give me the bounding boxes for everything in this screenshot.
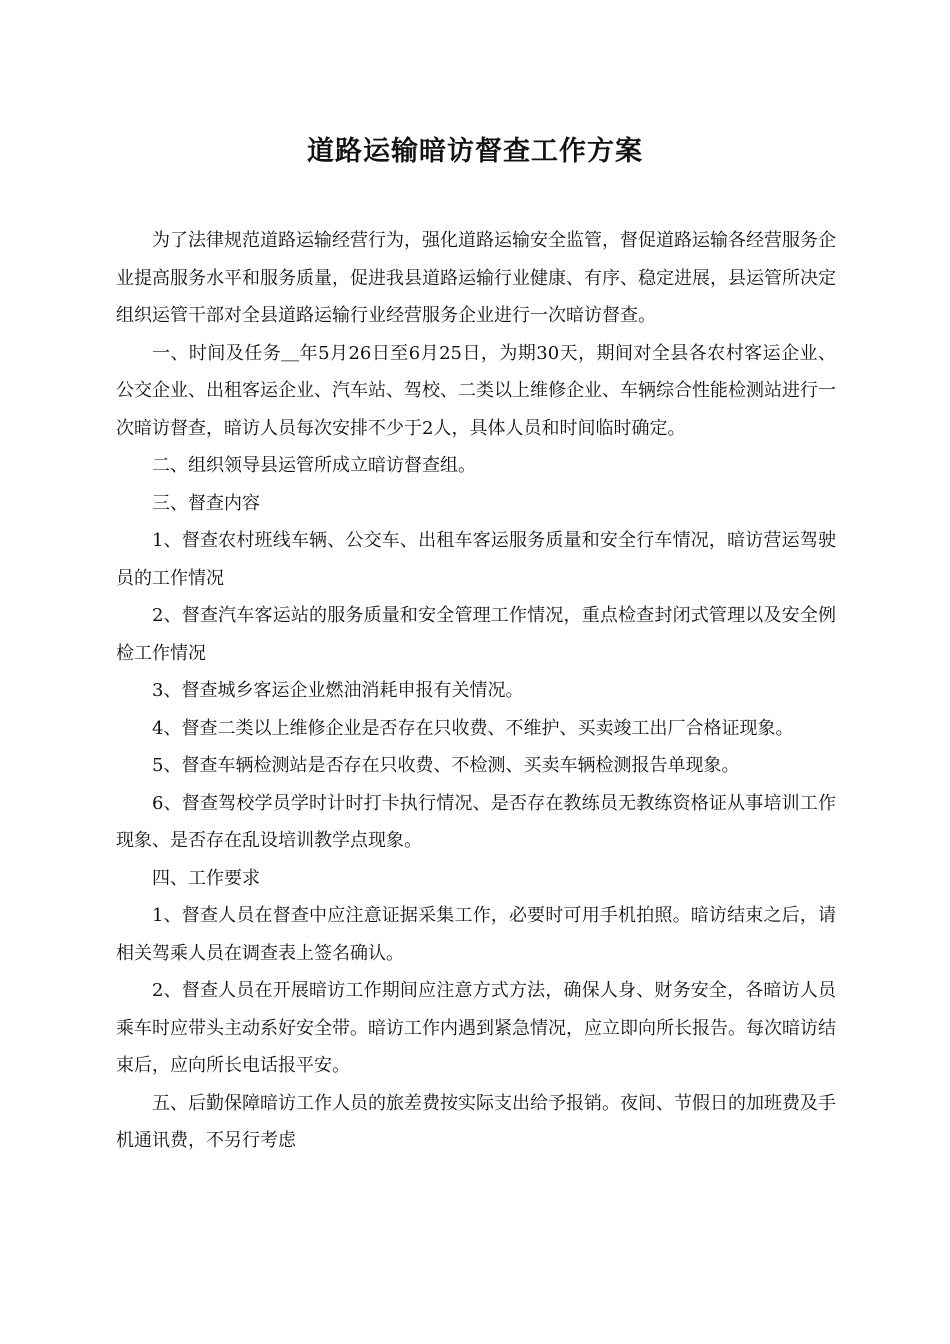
paragraph-organization: 二、组织领导县运管所成立暗访督查组。: [152, 455, 476, 476]
paragraph-logistics: 五、后勤保障暗访工作人员的旅差费按实际支出给予报销。夜间、节假日的加班费及手机通讯费，不另行考虑: [116, 1092, 836, 1151]
document-body: [116, 222, 836, 1160]
document-title: 道路运输暗访督查工作方案: [307, 136, 643, 167]
paragraph-time-and-task: 一、时间及任务＿年5月26日至6月25日，为期30天，期间对全县各农村客运企业、公交企业、出租客运企业、汽车站、驾校、二类以上维修企业、车辆综合性能检测站进行一次暗访督查，暗访人员每次安排不少于2人，具体人员和时间临时确定。: [116, 342, 836, 439]
paragraph-item-4: 4、督查二类以上维修企业是否存在只收费、不维护、买卖竣工出厂合格证现象。: [152, 717, 794, 739]
paragraph-requirement-1: 1、督查人员在督查中应注意证据采集工作，必要时可用手机拍照。暗访结束之后，请相关驾乘人员在调查表上签名确认。: [116, 905, 836, 964]
paragraph-item-5: 5、督查车辆检测站是否存在只收费、不检测、买卖车辆检测报告单现象。: [152, 755, 740, 776]
paragraph-item-2: 2、督查汽车客运站的服务质量和安全管理工作情况，重点检查封闭式管理以及安全例检工作情况: [116, 605, 836, 664]
section-heading-requirements: 四、工作要求: [152, 867, 260, 889]
section-heading-content: 三、督查内容: [152, 492, 260, 514]
paragraph-requirement-2: 2、督查人员在开展暗访工作期间应注意方式方法，确保人身、财务安全，各暗访人员乘车时应带头主动系好安全带。暗访工作内遇到紧急情况，应立即向所长报告。每次暗访结束后，应向所长电话报平安。: [116, 980, 836, 1076]
paragraph-item-1: 1、督查农村班线车辆、公交车、出租车客运服务质量和安全行车情况，暗访营运驾驶员的工作情况: [116, 530, 836, 589]
paragraph-item-3: 3、督查城乡客运企业燃油消耗申报有关情况。: [152, 680, 524, 701]
paragraph-intro: 为了法律规范道路运输经营行为，强化道路运输安全监管，督促道路运输各经营服务企业提高服务水平和服务质量，促进我县道路运输行业健康、有序、稳定进展，县运管所决定组织运管干部对全县道路运输行业经营服务企业进行一次暗访督查。: [116, 230, 836, 326]
paragraph-item-6: 6、督查驾校学员学时计时打卡执行情况、是否存在教练员无教练资格证从事培训工作现象、是否存在乱设培训教学点现象。: [116, 792, 836, 851]
